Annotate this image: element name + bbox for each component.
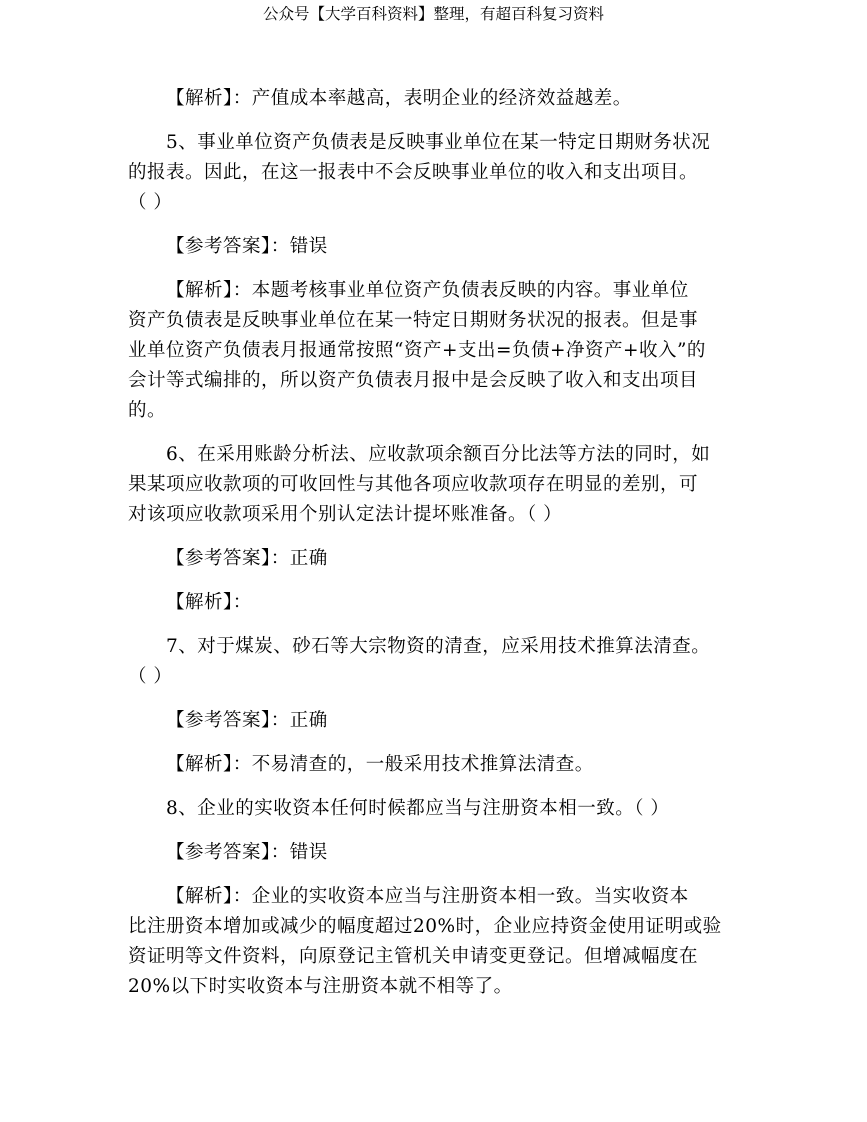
text-line: 【解析】：企业的实收资本应当与注册资本相一致。当实收资本 bbox=[166, 886, 689, 907]
text-line: 的。 bbox=[128, 400, 167, 421]
text-line: 7、对于煤炭、砂石等大宗物资的清查，应采用技术推算法清查。 bbox=[166, 636, 711, 657]
answer-q7 bbox=[128, 706, 738, 736]
text-line: 5、事业单位资产负债表是反映事业单位在某一特定日期财务状况 bbox=[166, 132, 711, 153]
text-line: （ ） bbox=[128, 666, 173, 687]
document-body bbox=[128, 84, 738, 1016]
analysis-q8 bbox=[128, 882, 738, 1002]
text-line: 【解析】：本题考核事业单位资产负债表反映的内容。事业单位 bbox=[166, 280, 689, 301]
text-line: 20%以下时实收资本与注册资本就不相等了。 bbox=[128, 976, 513, 997]
text-line: 对该项应收款项采用个别认定法计提坏账准备。（ ） bbox=[128, 504, 563, 525]
text-line: 【参考答案】：正确 bbox=[166, 548, 328, 569]
analysis-q6 bbox=[128, 588, 738, 618]
text-line: 【解析】：产值成本率越高，表明企业的经济效益越差。 bbox=[166, 88, 632, 109]
page-header: 公众号【大学百科资料】整理，有超百科复习资料 bbox=[262, 5, 604, 23]
text-line: 会计等式编排的，所以资产负债表月报中是会反映了收入和支出项目 bbox=[128, 370, 699, 391]
analysis-q7 bbox=[128, 750, 738, 780]
text-line: 比注册资本增加或减少的幅度超过20%时，企业应持资金使用证明或验 bbox=[128, 916, 722, 937]
question-7 bbox=[128, 632, 738, 692]
question-8 bbox=[128, 794, 738, 824]
answer-q6 bbox=[128, 544, 738, 574]
text-line: 【参考答案】：错误 bbox=[166, 236, 328, 257]
answer-q8 bbox=[128, 838, 738, 868]
text-line: 【解析】：不易清查的，一般采用技术推算法清查。 bbox=[166, 754, 594, 775]
text-line: 【参考答案】：错误 bbox=[166, 842, 328, 863]
answer-q5 bbox=[128, 232, 738, 262]
text-line: （ ） bbox=[128, 192, 173, 213]
analysis-q4 bbox=[128, 84, 738, 114]
text-line: 8、企业的实收资本任何时候都应当与注册资本相一致。（ ） bbox=[166, 798, 670, 819]
text-line: 资产负债表是反映事业单位在某一特定日期财务状况的报表。但是事 bbox=[128, 310, 699, 331]
text-line: 的报表。因此，在这一报表中不会反映事业单位的收入和支出项目。 bbox=[128, 162, 699, 183]
text-line: 6、在采用账龄分析法、应收款项余额百分比法等方法的同时，如 bbox=[166, 444, 711, 465]
analysis-q5 bbox=[128, 276, 738, 426]
text-line: 资证明等文件资料，向原登记主管机关申请变更登记。但增减幅度在 bbox=[128, 946, 699, 967]
question-5 bbox=[128, 128, 738, 218]
text-line: 业单位资产负债表月报通常按照“资产+支出=负债+净资产+收入”的 bbox=[128, 340, 706, 361]
text-line: 果某项应收款项的可收回性与其他各项应收款项存在明显的差别，可 bbox=[128, 474, 699, 495]
question-6 bbox=[128, 440, 738, 530]
text-line: 【参考答案】：正确 bbox=[166, 710, 328, 731]
text-line: 【解析】： bbox=[166, 592, 252, 613]
